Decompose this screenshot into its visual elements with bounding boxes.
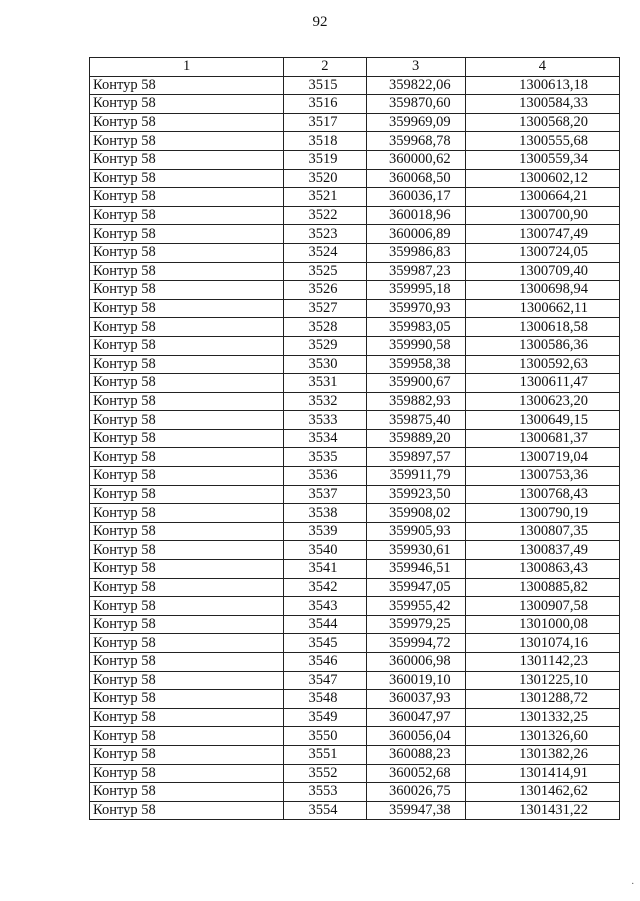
point-number-cell: 3546 <box>284 653 366 672</box>
contour-name-cell: Контур 58 <box>90 113 284 132</box>
contour-name-cell: Контур 58 <box>90 281 284 300</box>
table-row <box>90 634 620 653</box>
table-row <box>90 150 620 169</box>
table-row <box>90 485 620 504</box>
point-number-cell: 3529 <box>284 336 366 355</box>
y-coordinate-cell: 1300662,11 <box>465 299 619 318</box>
contour-name-cell: Контур 58 <box>90 467 284 486</box>
table-row <box>90 392 620 411</box>
x-coordinate-cell: 359911,79 <box>366 467 465 486</box>
x-coordinate-cell: 359908,02 <box>366 504 465 523</box>
contour-name-cell: Контур 58 <box>90 522 284 541</box>
contour-name-cell: Контур 58 <box>90 374 284 393</box>
point-number-cell: 3530 <box>284 355 366 374</box>
y-coordinate-cell: 1300623,20 <box>465 392 619 411</box>
contour-name-cell: Контур 58 <box>90 783 284 802</box>
point-number-cell: 3520 <box>284 169 366 188</box>
x-coordinate-cell: 360052,68 <box>366 764 465 783</box>
point-number-cell: 3531 <box>284 374 366 393</box>
x-coordinate-cell: 359875,40 <box>366 411 465 430</box>
y-coordinate-cell: 1300602,12 <box>465 169 619 188</box>
contour-name-cell: Контур 58 <box>90 690 284 709</box>
point-number-cell: 3518 <box>284 132 366 151</box>
table-row <box>90 560 620 579</box>
y-coordinate-cell: 1300807,35 <box>465 522 619 541</box>
x-coordinate-cell: 359994,72 <box>366 634 465 653</box>
table-row <box>90 615 620 634</box>
point-number-cell: 3523 <box>284 225 366 244</box>
table-row <box>90 318 620 337</box>
point-number-cell: 3544 <box>284 615 366 634</box>
table-row <box>90 653 620 672</box>
page-number: 92 <box>312 14 328 30</box>
point-number-cell: 3550 <box>284 727 366 746</box>
x-coordinate-cell: 359995,18 <box>366 281 465 300</box>
y-coordinate-cell: 1301462,62 <box>465 783 619 802</box>
table-row <box>90 113 620 132</box>
x-coordinate-cell: 359990,58 <box>366 336 465 355</box>
contour-name-cell: Контур 58 <box>90 745 284 764</box>
x-coordinate-cell: 360037,93 <box>366 690 465 709</box>
point-number-cell: 3528 <box>284 318 366 337</box>
corner-mark: . <box>631 876 634 887</box>
contour-name-cell: Контур 58 <box>90 615 284 634</box>
point-number-cell: 3532 <box>284 392 366 411</box>
y-coordinate-cell: 1300649,15 <box>465 411 619 430</box>
table-row <box>90 188 620 207</box>
x-coordinate-cell: 359870,60 <box>366 95 465 114</box>
point-number-cell: 3554 <box>284 801 366 820</box>
point-number-cell: 3525 <box>284 262 366 281</box>
y-coordinate-cell: 1300790,19 <box>465 504 619 523</box>
table-row <box>90 243 620 262</box>
contour-name-cell: Контур 58 <box>90 132 284 151</box>
contour-name-cell: Контур 58 <box>90 801 284 820</box>
table-row <box>90 541 620 560</box>
contour-name-cell: Контур 58 <box>90 243 284 262</box>
y-coordinate-cell: 1300863,43 <box>465 560 619 579</box>
point-number-cell: 3547 <box>284 671 366 690</box>
table-row <box>90 169 620 188</box>
point-number-cell: 3527 <box>284 299 366 318</box>
x-coordinate-cell: 359897,57 <box>366 448 465 467</box>
point-number-cell: 3535 <box>284 448 366 467</box>
contour-name-cell: Контур 58 <box>90 225 284 244</box>
column-header-2: 2 <box>284 58 366 77</box>
y-coordinate-cell: 1300700,90 <box>465 206 619 225</box>
contour-name-cell: Контур 58 <box>90 76 284 95</box>
x-coordinate-cell: 359987,23 <box>366 262 465 281</box>
x-coordinate-cell: 359983,05 <box>366 318 465 337</box>
table-row <box>90 132 620 151</box>
x-coordinate-cell: 359969,09 <box>366 113 465 132</box>
y-coordinate-cell: 1300555,68 <box>465 132 619 151</box>
y-coordinate-cell: 1300586,36 <box>465 336 619 355</box>
point-number-cell: 3534 <box>284 429 366 448</box>
point-number-cell: 3526 <box>284 281 366 300</box>
column-header-1: 1 <box>90 58 284 77</box>
table-row <box>90 745 620 764</box>
x-coordinate-cell: 359955,42 <box>366 597 465 616</box>
table-row <box>90 429 620 448</box>
contour-name-cell: Контур 58 <box>90 485 284 504</box>
x-coordinate-cell: 359968,78 <box>366 132 465 151</box>
x-coordinate-cell: 359986,83 <box>366 243 465 262</box>
point-number-cell: 3548 <box>284 690 366 709</box>
x-coordinate-cell: 359970,93 <box>366 299 465 318</box>
point-number-cell: 3517 <box>284 113 366 132</box>
y-coordinate-cell: 1301225,10 <box>465 671 619 690</box>
point-number-cell: 3537 <box>284 485 366 504</box>
y-coordinate-cell: 1300698,94 <box>465 281 619 300</box>
x-coordinate-cell: 360019,10 <box>366 671 465 690</box>
x-coordinate-cell: 360047,97 <box>366 708 465 727</box>
contour-name-cell: Контур 58 <box>90 653 284 672</box>
table-row <box>90 708 620 727</box>
y-coordinate-cell: 1300885,82 <box>465 578 619 597</box>
y-coordinate-cell: 1301142,23 <box>465 653 619 672</box>
x-coordinate-cell: 359905,93 <box>366 522 465 541</box>
x-coordinate-cell: 359882,93 <box>366 392 465 411</box>
x-coordinate-cell: 359889,20 <box>366 429 465 448</box>
y-coordinate-cell: 1300709,40 <box>465 262 619 281</box>
column-header-3: 3 <box>366 58 465 77</box>
table-row <box>90 764 620 783</box>
table-row <box>90 522 620 541</box>
y-coordinate-cell: 1300907,58 <box>465 597 619 616</box>
contour-name-cell: Контур 58 <box>90 541 284 560</box>
x-coordinate-cell: 359822,06 <box>366 76 465 95</box>
x-coordinate-cell: 360056,04 <box>366 727 465 746</box>
contour-name-cell: Контур 58 <box>90 578 284 597</box>
table-row <box>90 355 620 374</box>
point-number-cell: 3553 <box>284 783 366 802</box>
table-row <box>90 504 620 523</box>
contour-name-cell: Контур 58 <box>90 504 284 523</box>
contour-name-cell: Контур 58 <box>90 392 284 411</box>
contour-name-cell: Контур 58 <box>90 448 284 467</box>
contour-name-cell: Контур 58 <box>90 597 284 616</box>
y-coordinate-cell: 1300724,05 <box>465 243 619 262</box>
y-coordinate-cell: 1300568,20 <box>465 113 619 132</box>
contour-name-cell: Контур 58 <box>90 429 284 448</box>
x-coordinate-cell: 359930,61 <box>366 541 465 560</box>
table-row <box>90 225 620 244</box>
table-row <box>90 299 620 318</box>
contour-name-cell: Контур 58 <box>90 560 284 579</box>
table-row <box>90 801 620 820</box>
y-coordinate-cell: 1301332,25 <box>465 708 619 727</box>
table-row <box>90 281 620 300</box>
point-number-cell: 3524 <box>284 243 366 262</box>
y-coordinate-cell: 1301288,72 <box>465 690 619 709</box>
y-coordinate-cell: 1300768,43 <box>465 485 619 504</box>
table-row <box>90 448 620 467</box>
x-coordinate-cell: 360036,17 <box>366 188 465 207</box>
contour-name-cell: Контур 58 <box>90 764 284 783</box>
point-number-cell: 3540 <box>284 541 366 560</box>
y-coordinate-cell: 1301000,08 <box>465 615 619 634</box>
point-number-cell: 3536 <box>284 467 366 486</box>
contour-name-cell: Контур 58 <box>90 262 284 281</box>
point-number-cell: 3543 <box>284 597 366 616</box>
y-coordinate-cell: 1300681,37 <box>465 429 619 448</box>
point-number-cell: 3545 <box>284 634 366 653</box>
y-coordinate-cell: 1300611,47 <box>465 374 619 393</box>
point-number-cell: 3539 <box>284 522 366 541</box>
contour-name-cell: Контур 58 <box>90 355 284 374</box>
table-row <box>90 597 620 616</box>
point-number-cell: 3533 <box>284 411 366 430</box>
x-coordinate-cell: 359958,38 <box>366 355 465 374</box>
y-coordinate-cell: 1300719,04 <box>465 448 619 467</box>
coordinates-table <box>89 57 620 820</box>
table-row <box>90 374 620 393</box>
contour-name-cell: Контур 58 <box>90 634 284 653</box>
table-row <box>90 671 620 690</box>
point-number-cell: 3538 <box>284 504 366 523</box>
contour-name-cell: Контур 58 <box>90 150 284 169</box>
x-coordinate-cell: 360018,96 <box>366 206 465 225</box>
point-number-cell: 3519 <box>284 150 366 169</box>
point-number-cell: 3542 <box>284 578 366 597</box>
y-coordinate-cell: 1301382,26 <box>465 745 619 764</box>
table-row <box>90 411 620 430</box>
point-number-cell: 3552 <box>284 764 366 783</box>
contour-name-cell: Контур 58 <box>90 336 284 355</box>
table-body <box>90 76 620 820</box>
table-row <box>90 578 620 597</box>
contour-name-cell: Контур 58 <box>90 206 284 225</box>
x-coordinate-cell: 360088,23 <box>366 745 465 764</box>
y-coordinate-cell: 1301074,16 <box>465 634 619 653</box>
x-coordinate-cell: 359979,25 <box>366 615 465 634</box>
contour-name-cell: Контур 58 <box>90 671 284 690</box>
table-row <box>90 76 620 95</box>
table-header-row <box>90 58 620 77</box>
x-coordinate-cell: 360068,50 <box>366 169 465 188</box>
contour-name-cell: Контур 58 <box>90 318 284 337</box>
point-number-cell: 3522 <box>284 206 366 225</box>
y-coordinate-cell: 1300559,34 <box>465 150 619 169</box>
table-row <box>90 95 620 114</box>
y-coordinate-cell: 1301431,22 <box>465 801 619 820</box>
y-coordinate-cell: 1300837,49 <box>465 541 619 560</box>
x-coordinate-cell: 359923,50 <box>366 485 465 504</box>
contour-name-cell: Контур 58 <box>90 169 284 188</box>
x-coordinate-cell: 359900,67 <box>366 374 465 393</box>
table-row <box>90 690 620 709</box>
y-coordinate-cell: 1300753,36 <box>465 467 619 486</box>
x-coordinate-cell: 359946,51 <box>366 560 465 579</box>
y-coordinate-cell: 1300592,63 <box>465 355 619 374</box>
x-coordinate-cell: 359947,05 <box>366 578 465 597</box>
point-number-cell: 3521 <box>284 188 366 207</box>
table-row <box>90 206 620 225</box>
x-coordinate-cell: 360006,98 <box>366 653 465 672</box>
y-coordinate-cell: 1301414,91 <box>465 764 619 783</box>
y-coordinate-cell: 1300747,49 <box>465 225 619 244</box>
contour-name-cell: Контур 58 <box>90 727 284 746</box>
point-number-cell: 3516 <box>284 95 366 114</box>
column-header-4: 4 <box>465 58 619 77</box>
contour-name-cell: Контур 58 <box>90 411 284 430</box>
point-number-cell: 3515 <box>284 76 366 95</box>
contour-name-cell: Контур 58 <box>90 299 284 318</box>
table-row <box>90 336 620 355</box>
point-number-cell: 3549 <box>284 708 366 727</box>
contour-name-cell: Контур 58 <box>90 95 284 114</box>
x-coordinate-cell: 360006,89 <box>366 225 465 244</box>
y-coordinate-cell: 1300584,33 <box>465 95 619 114</box>
point-number-cell: 3541 <box>284 560 366 579</box>
table-row <box>90 727 620 746</box>
y-coordinate-cell: 1301326,60 <box>465 727 619 746</box>
y-coordinate-cell: 1300618,58 <box>465 318 619 337</box>
table-row <box>90 467 620 486</box>
table-row <box>90 262 620 281</box>
x-coordinate-cell: 360000,62 <box>366 150 465 169</box>
contour-name-cell: Контур 58 <box>90 708 284 727</box>
x-coordinate-cell: 360026,75 <box>366 783 465 802</box>
table-row <box>90 783 620 802</box>
y-coordinate-cell: 1300613,18 <box>465 76 619 95</box>
contour-name-cell: Контур 58 <box>90 188 284 207</box>
x-coordinate-cell: 359947,38 <box>366 801 465 820</box>
point-number-cell: 3551 <box>284 745 366 764</box>
y-coordinate-cell: 1300664,21 <box>465 188 619 207</box>
